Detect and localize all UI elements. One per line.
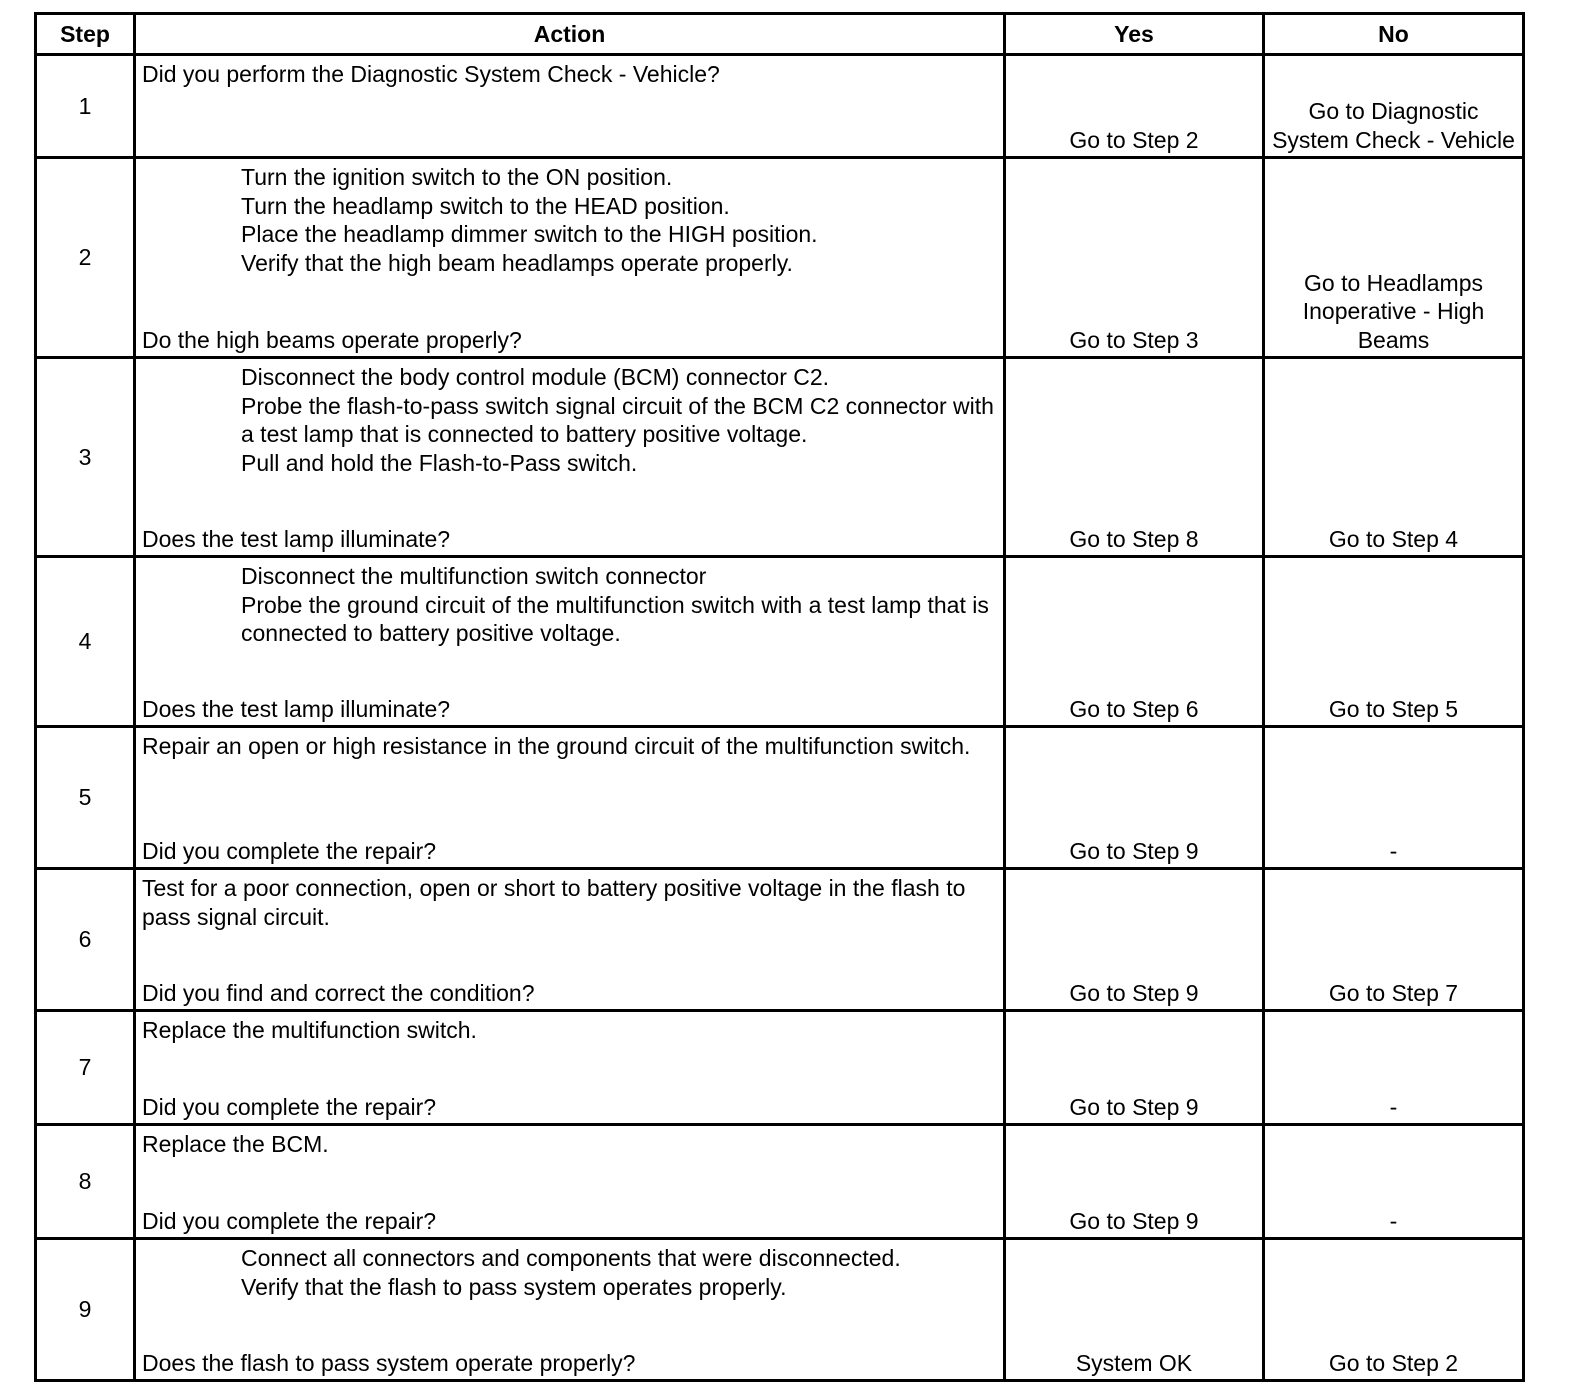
action-body [142, 562, 999, 648]
action-cell [135, 1011, 1005, 1125]
header-action: Action [135, 14, 1005, 55]
yes-result: Go to Step 8 [1005, 358, 1264, 557]
instruction-item: Connect all connectors and components that were disconnected. [241, 1245, 901, 1271]
step-number: 5 [36, 727, 135, 869]
action-question: Does the test lamp illuminate? [142, 695, 451, 722]
no-result: Go to Step 5 [1264, 557, 1524, 727]
action-question: Did you complete the repair? [142, 837, 437, 864]
table-row [36, 55, 1524, 158]
table-row [36, 1125, 1524, 1239]
action-content [142, 163, 999, 354]
yes-result: Go to Step 9 [1005, 1011, 1264, 1125]
action-cell [135, 727, 1005, 869]
instruction-list [142, 1244, 999, 1301]
action-content [142, 562, 999, 723]
step-number: 4 [36, 557, 135, 727]
table-row [36, 1239, 1524, 1381]
action-content [142, 60, 999, 154]
action-text: Test for a poor connection, open or short to battery positive voltage in the flash to pass signal circuit. [142, 875, 966, 930]
step-number: 9 [36, 1239, 135, 1381]
instruction-item: Place the headlamp dimmer switch to the HIGH position. [241, 221, 818, 247]
step-number: 7 [36, 1011, 135, 1125]
action-text: Replace the BCM. [142, 1131, 329, 1157]
action-cell [135, 1239, 1005, 1381]
step-number: 2 [36, 158, 135, 358]
action-cell [135, 358, 1005, 557]
action-question: Do the high beams operate properly? [142, 326, 522, 353]
table-row [36, 1011, 1524, 1125]
action-content [142, 1016, 999, 1121]
instruction-item: Verify that the high beam headlamps operate properly. [241, 249, 793, 276]
no-result: Go to Step 2 [1264, 1239, 1524, 1381]
action-question: Did you complete the repair? [142, 1207, 437, 1234]
header-yes: Yes [1005, 14, 1264, 55]
instruction-item: Probe the flash-to-pass switch signal circuit of the BCM C2 connector with a test lamp that is connected to battery positive voltage. [241, 392, 994, 447]
action-cell [135, 557, 1005, 727]
instruction-list [142, 163, 999, 277]
table-row [36, 869, 1524, 1011]
step-number: 6 [36, 869, 135, 1011]
action-body [142, 732, 999, 761]
action-cell [135, 55, 1005, 158]
action-cell [135, 1125, 1005, 1239]
yes-result: Go to Step 6 [1005, 557, 1264, 727]
step-number: 3 [36, 358, 135, 557]
action-cell [135, 158, 1005, 358]
action-question: Did you complete the repair? [142, 1093, 437, 1120]
diagnostic-table [34, 12, 1525, 1382]
no-result: Go to Step 7 [1264, 869, 1524, 1011]
header-row [36, 14, 1524, 55]
instruction-item: Probe the ground circuit of the multifunction switch with a test lamp that is connected to battery positive voltage. [241, 591, 989, 646]
action-text: Replace the multifunction switch. [142, 1017, 477, 1043]
instruction-item: Verify that the flash to pass system operates properly. [241, 1273, 787, 1300]
yes-result: Go to Step 9 [1005, 727, 1264, 869]
table-row [36, 158, 1524, 358]
no-result: - [1264, 1125, 1524, 1239]
action-body [142, 163, 999, 277]
action-body [142, 1016, 999, 1045]
action-question: Did you find and correct the condition? [142, 979, 535, 1006]
no-result: Go to Step 4 [1264, 358, 1524, 557]
action-body [142, 60, 999, 89]
action-text: Repair an open or high resistance in the ground circuit of the multifunction switch. [142, 733, 971, 759]
yes-result: Go to Step 3 [1005, 158, 1264, 358]
no-result: Go to Diagnostic System Check - Vehicle [1264, 55, 1524, 158]
action-question: Does the test lamp illuminate? [142, 525, 451, 552]
table-row [36, 358, 1524, 557]
action-content [142, 1244, 999, 1377]
action-content [142, 732, 999, 865]
instruction-item: Pull and hold the Flash-to-Pass switch. [241, 449, 638, 476]
action-content [142, 1130, 999, 1235]
yes-result: Go to Step 2 [1005, 55, 1264, 158]
action-cell [135, 869, 1005, 1011]
header-step: Step [36, 14, 135, 55]
instruction-item: Disconnect the multifunction switch connector [241, 563, 707, 589]
no-result: - [1264, 727, 1524, 869]
action-text: Did you perform the Diagnostic System Check - Vehicle? [142, 61, 720, 87]
instruction-item: Disconnect the body control module (BCM) connector C2. [241, 364, 830, 390]
step-number: 8 [36, 1125, 135, 1239]
yes-result: Go to Step 9 [1005, 869, 1264, 1011]
yes-result: Go to Step 9 [1005, 1125, 1264, 1239]
action-content [142, 874, 999, 1007]
instruction-list [142, 562, 999, 648]
action-body [142, 874, 999, 931]
header-no: No [1264, 14, 1524, 55]
no-result: Go to Headlamps Inoperative - High Beams [1264, 158, 1524, 358]
action-body [142, 1244, 999, 1301]
table-row [36, 557, 1524, 727]
instruction-item: Turn the ignition switch to the ON position. [241, 164, 673, 190]
action-body [142, 1130, 999, 1159]
table-row [36, 727, 1524, 869]
instruction-item: Turn the headlamp switch to the HEAD position. [241, 192, 730, 219]
instruction-list [142, 363, 999, 477]
action-question: Does the flash to pass system operate properly? [142, 1349, 636, 1376]
no-result: - [1264, 1011, 1524, 1125]
yes-result: System OK [1005, 1239, 1264, 1381]
action-content [142, 363, 999, 553]
action-body [142, 363, 999, 477]
table-body [36, 55, 1524, 1381]
step-number: 1 [36, 55, 135, 158]
